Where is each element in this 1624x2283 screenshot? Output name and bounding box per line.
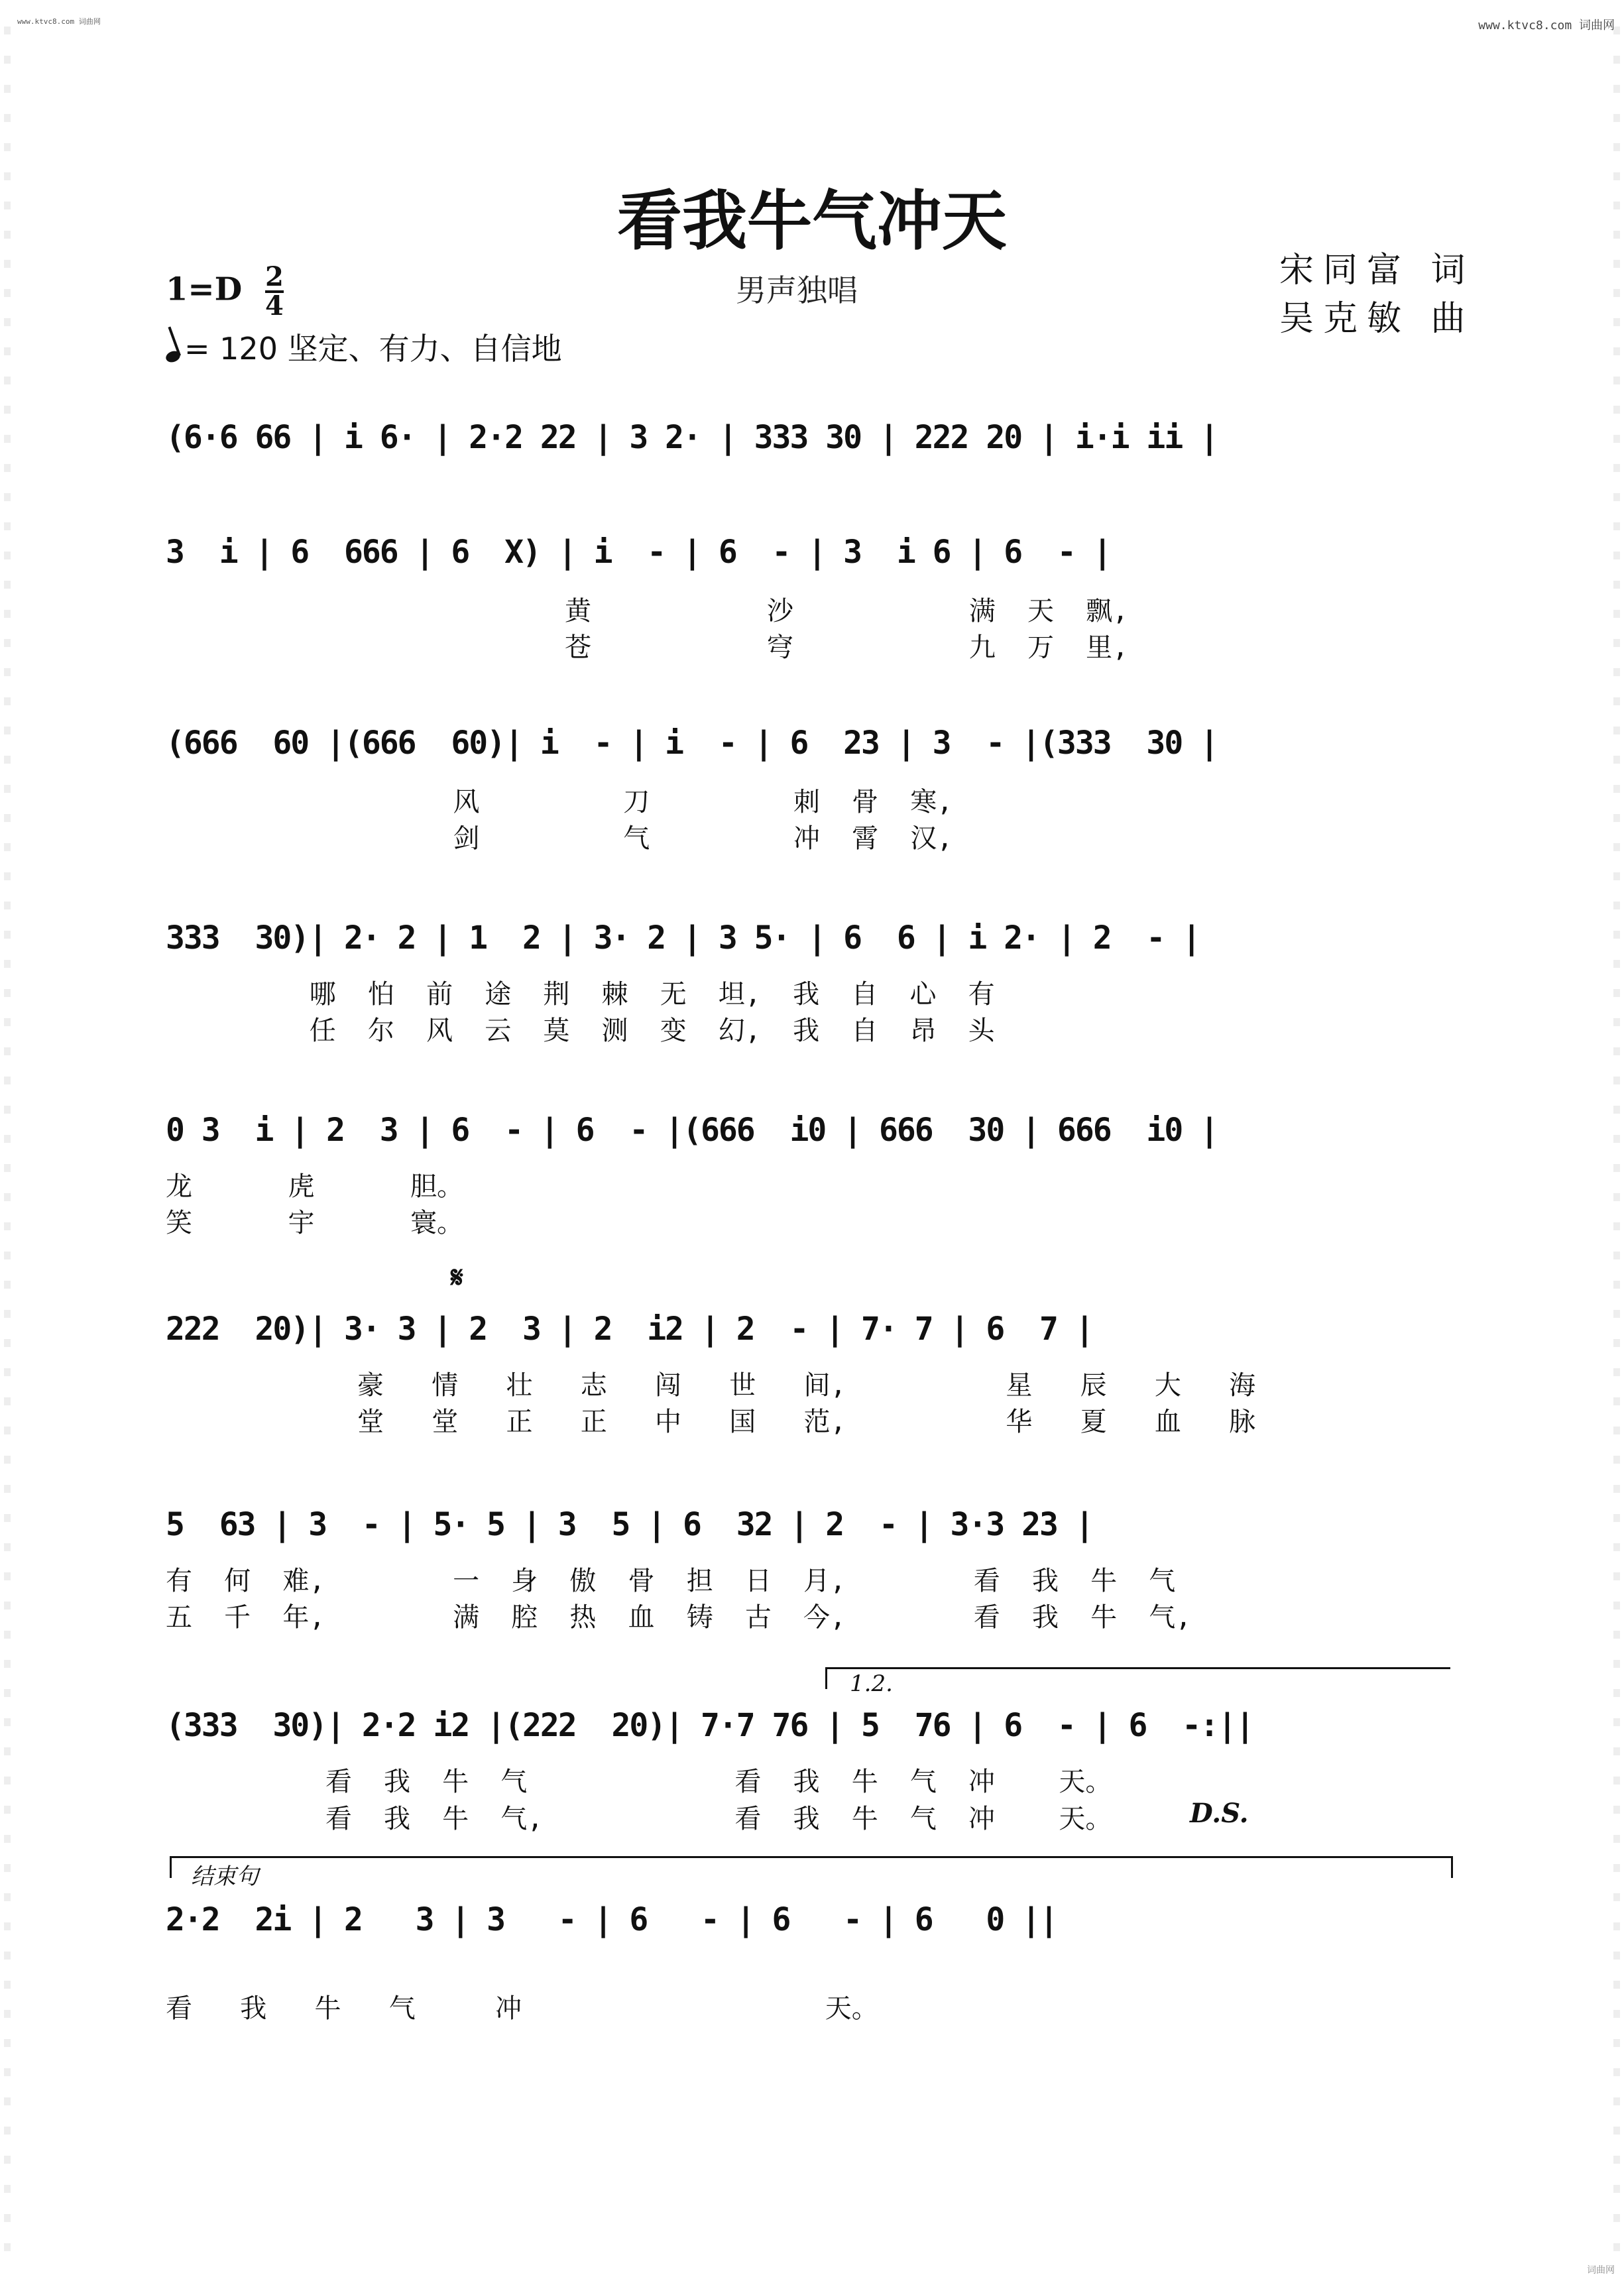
lyrics-row-6-verse-1: 豪 情 壮 志 闯 世 间, 星 辰 大 海 [166, 1370, 1256, 1401]
footer-logo: 词曲网 [1587, 2265, 1615, 2276]
right-border-strip [1613, 27, 1620, 2256]
lyrics-row-4-verse-1: 哪 怕 前 途 荆 棘 无 坦, 我 自 心 有 [166, 979, 995, 1010]
time-top: 2 [264, 261, 284, 292]
notation-row-7: 5 63 | 3 - | 5· 5 | 3 5 | 6 32 | 2 - | 3·3 23 | [166, 1506, 1093, 1543]
ending-bracket-coda [170, 1856, 1453, 1878]
segno-mark: 𝄋 [451, 1261, 463, 1295]
lyrics-row-7-verse-2: 五 千 年, 满 腔 热 血 铸 古 今, 看 我 牛 气, [166, 1602, 1192, 1633]
notation-row-5: 0 3 i | 2 3 | 6 - | 6 - |(666 i0 | 666 30 | 666 i0 | [166, 1112, 1218, 1149]
notation-row-6: 222 20)| 3· 3 | 2 3 | 2 i2 | 2 - | 7· 7 | 6 7 | [166, 1311, 1093, 1348]
time-bottom: 4 [264, 290, 284, 322]
tempo-marking [166, 325, 562, 369]
key-label: 1=D [166, 270, 243, 308]
lyricist: 宋同富 词 [1279, 251, 1475, 290]
composer: 吴克敏 曲 [1279, 299, 1475, 339]
ending-label-1-2: 1.2. [850, 1670, 893, 1697]
ds-marking: D.S. [1190, 1798, 1249, 1829]
ending-bracket-1-2 [825, 1667, 1450, 1689]
site-watermark-left: www.ktvc8.com 词曲网 [17, 17, 101, 26]
ending-label-coda: 结束句 [191, 1863, 259, 1890]
tempo-text: = 120 坚定、有力、自信地 [184, 331, 562, 367]
lyrics-row-8-verse-2: 看 我 牛 气, 看 我 牛 气 冲 天。 [166, 1804, 1112, 1834]
lyrics-row-2-verse-2: 苍 穹 九 万 里, [166, 632, 1129, 663]
site-watermark-right: www.ktvc8.com 词曲网 [1478, 19, 1615, 32]
notation-row-8: (333 30)| 2·2 i2 |(222 20)| 7·7 76 | 5 76 | 6 - | 6 -:|| [166, 1707, 1253, 1744]
lyrics-row-2-verse-1: 黄 沙 满 天 飘, [166, 596, 1129, 626]
lyrics-row-3-verse-2: 剑 气 冲 霄 汉, [166, 823, 953, 854]
quarter-note-icon [164, 349, 182, 365]
lyrics-row-3-verse-1: 风 刀 刺 骨 寒, [166, 787, 953, 817]
lyrics-row-6-verse-2: 堂 堂 正 正 中 国 范, 华 夏 血 脉 [166, 1407, 1256, 1437]
lyrics-row-4-verse-2: 任 尔 风 云 莫 测 变 幻, 我 自 昂 头 [166, 1016, 995, 1046]
notation-row-4: 333 30)| 2· 2 | 1 2 | 3· 2 | 3 5· | 6 6 | i 2· | 2 - | [166, 919, 1200, 957]
notation-row-9: 2·2 2i | 2 3 | 3 - | 6 - | 6 - | 6 0 || [166, 1901, 1057, 1938]
song-title: 看我牛气冲天 [616, 184, 1007, 259]
notation-row-2: 3 i | 6 666 | 6 X) | i - | 6 - | 3 i 6 | 6 - | [166, 534, 1111, 571]
lyrics-row-5-verse-1: 龙 虎 胆。 [166, 1171, 463, 1202]
lyrics-row-9: 看 我 牛 气 冲 天。 [166, 1993, 878, 2024]
lyrics-row-7-verse-1: 有 何 难, 一 身 傲 骨 担 日 月, 看 我 牛 气 [166, 1566, 1176, 1596]
notation-row-1: (6·6 66 | i 6· | 2·2 22 | 3 2· | 333 30 | 222 20 | i·i ii | [166, 419, 1218, 456]
left-border-strip [4, 27, 11, 2256]
time-signature [264, 261, 284, 322]
lyrics-row-5-verse-2: 笑 宇 寰。 [166, 1208, 463, 1238]
notation-row-3: (666 60 |(666 60)| i - | i - | 6 23 | 3 - |(333 30 | [166, 725, 1218, 762]
subtitle: 男声独唱 [736, 272, 858, 308]
lyrics-row-8-verse-1: 看 我 牛 气 看 我 牛 气 冲 天。 [166, 1767, 1112, 1797]
key-signature [166, 261, 284, 322]
